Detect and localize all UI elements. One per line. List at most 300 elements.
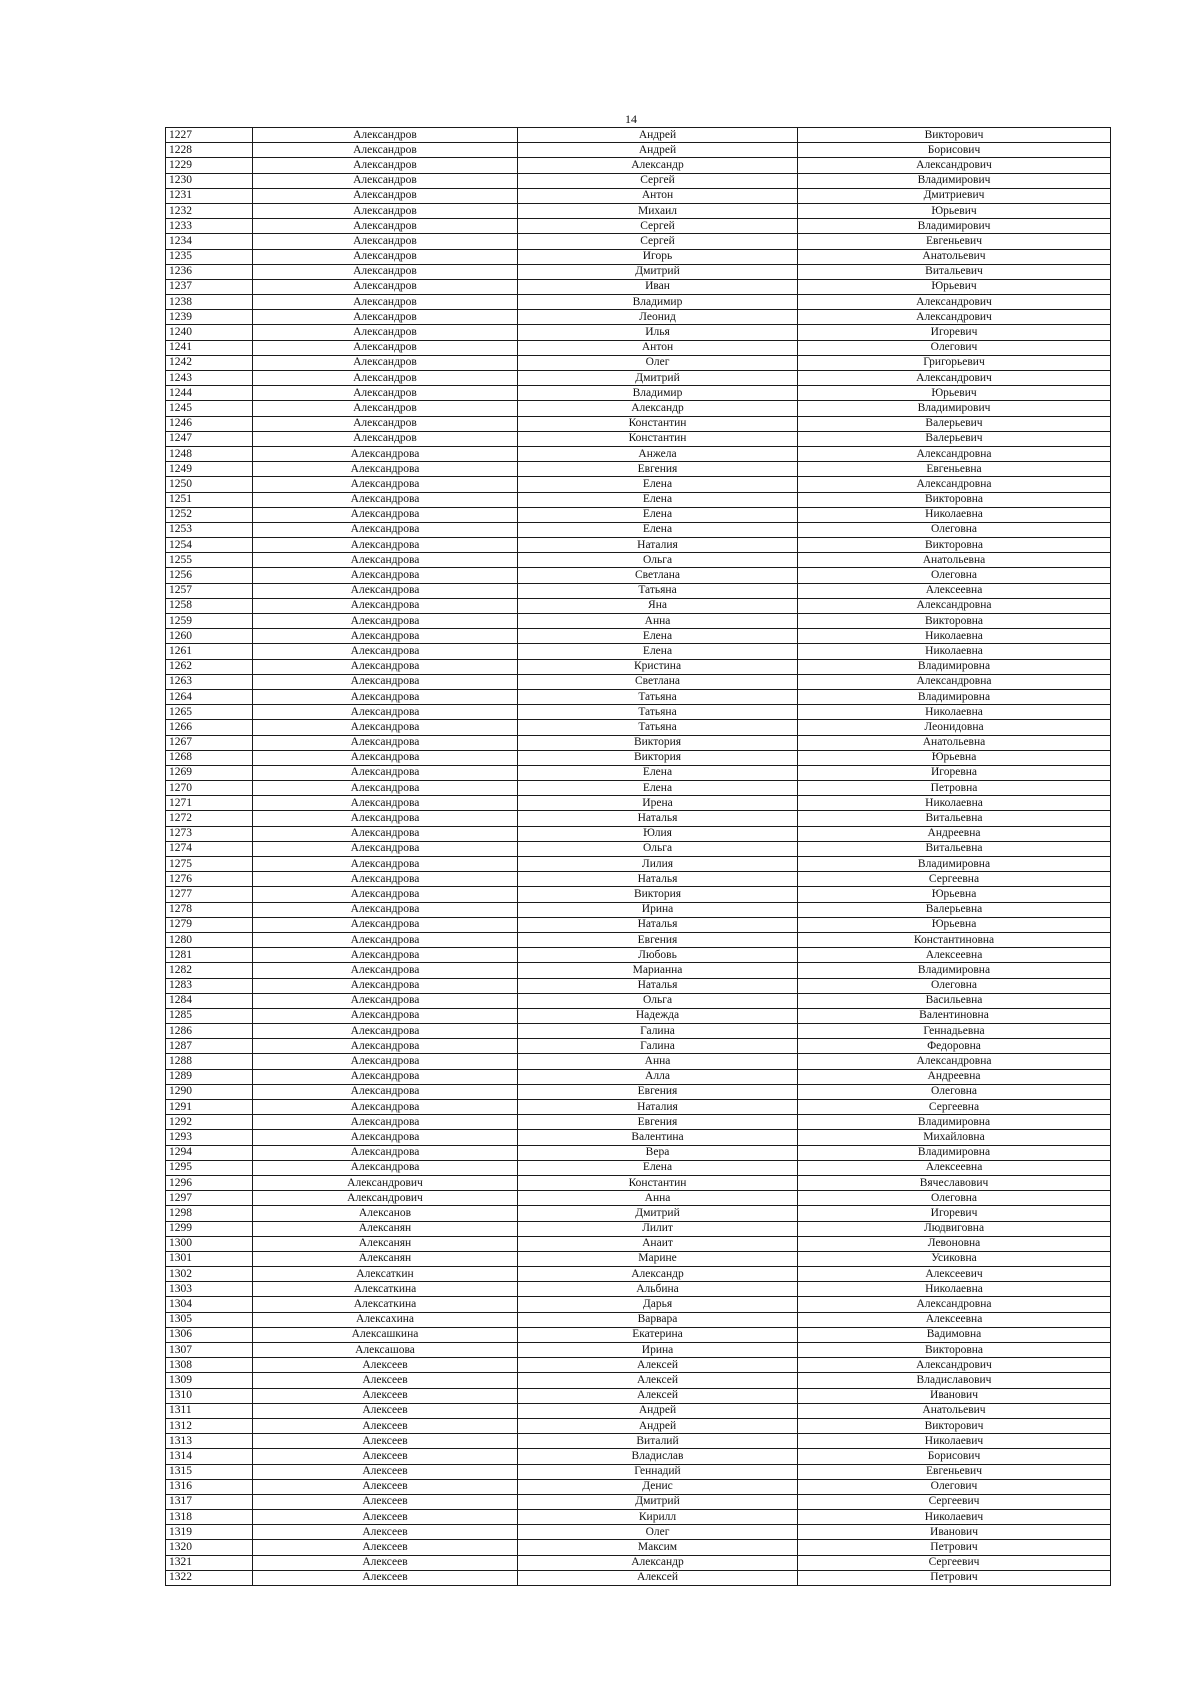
table-row — [166, 1160, 1111, 1175]
table-row — [166, 234, 1111, 249]
patronymic-cell: Евгеньевич — [798, 1464, 1111, 1479]
patronymic-cell: Валерьевич — [798, 431, 1111, 446]
row-number-cell: 1234 — [166, 234, 253, 249]
row-number-cell: 1229 — [166, 158, 253, 173]
last-name-cell: Александров — [253, 325, 518, 340]
patronymic-cell: Сергеевич — [798, 1494, 1111, 1509]
last-name-cell: Александрова — [253, 1100, 518, 1115]
last-name-cell: Александрова — [253, 1054, 518, 1069]
last-name-cell: Александрова — [253, 811, 518, 826]
first-name-cell: Андрей — [518, 143, 798, 158]
row-number-cell: 1231 — [166, 188, 253, 203]
last-name-cell: Александрова — [253, 1069, 518, 1084]
table-row — [166, 765, 1111, 780]
patronymic-cell: Анатольевич — [798, 249, 1111, 264]
first-name-cell: Владимир — [518, 295, 798, 310]
row-number-cell: 1312 — [166, 1418, 253, 1433]
patronymic-cell: Игоревич — [798, 1206, 1111, 1221]
patronymic-cell: Витальевич — [798, 264, 1111, 279]
row-number-cell: 1309 — [166, 1373, 253, 1388]
table-row — [166, 1510, 1111, 1525]
patronymic-cell: Александрович — [798, 1358, 1111, 1373]
last-name-cell: Александрова — [253, 826, 518, 841]
last-name-cell: Александрова — [253, 765, 518, 780]
table-row — [166, 1100, 1111, 1115]
first-name-cell: Александр — [518, 401, 798, 416]
first-name-cell: Алексей — [518, 1373, 798, 1388]
last-name-cell: Александрова — [253, 932, 518, 947]
patronymic-cell: Левоновна — [798, 1236, 1111, 1251]
last-name-cell: Александрова — [253, 781, 518, 796]
patronymic-cell: Владимирович — [798, 401, 1111, 416]
first-name-cell: Елена — [518, 781, 798, 796]
table-row — [166, 188, 1111, 203]
patronymic-cell: Алексеевна — [798, 1312, 1111, 1327]
row-number-cell: 1292 — [166, 1115, 253, 1130]
patronymic-cell: Геннадьевна — [798, 1024, 1111, 1039]
table-row — [166, 978, 1111, 993]
first-name-cell: Наталия — [518, 1100, 798, 1115]
table-row — [166, 1525, 1111, 1540]
last-name-cell: Алексахина — [253, 1312, 518, 1327]
last-name-cell: Александрова — [253, 462, 518, 477]
patronymic-cell: Валентиновна — [798, 1008, 1111, 1023]
table-row — [166, 492, 1111, 507]
last-name-cell: Александрова — [253, 1008, 518, 1023]
row-number-cell: 1241 — [166, 340, 253, 355]
last-name-cell: Александрова — [253, 978, 518, 993]
row-number-cell: 1322 — [166, 1570, 253, 1585]
last-name-cell: Александров — [253, 340, 518, 355]
table-row — [166, 1267, 1111, 1282]
first-name-cell: Кристина — [518, 659, 798, 674]
patronymic-cell: Валерьевна — [798, 902, 1111, 917]
table-row — [166, 644, 1111, 659]
patronymic-cell: Игоревна — [798, 765, 1111, 780]
first-name-cell: Андрей — [518, 1403, 798, 1418]
last-name-cell: Алексанян — [253, 1236, 518, 1251]
last-name-cell: Александров — [253, 416, 518, 431]
roster-table-body — [166, 128, 1111, 1586]
first-name-cell: Наталья — [518, 811, 798, 826]
patronymic-cell: Игоревич — [798, 325, 1111, 340]
first-name-cell: Александр — [518, 158, 798, 173]
table-row — [166, 720, 1111, 735]
table-row — [166, 705, 1111, 720]
table-row — [166, 932, 1111, 947]
last-name-cell: Александрова — [253, 446, 518, 461]
row-number-cell: 1261 — [166, 644, 253, 659]
last-name-cell: Александрова — [253, 659, 518, 674]
table-row — [166, 796, 1111, 811]
patronymic-cell: Андреевна — [798, 1069, 1111, 1084]
patronymic-cell: Николаевна — [798, 796, 1111, 811]
last-name-cell: Александров — [253, 173, 518, 188]
first-name-cell: Марине — [518, 1251, 798, 1266]
table-row — [166, 1327, 1111, 1342]
first-name-cell: Лилия — [518, 857, 798, 872]
row-number-cell: 1280 — [166, 932, 253, 947]
last-name-cell: Александрова — [253, 598, 518, 613]
patronymic-cell: Владимировна — [798, 1145, 1111, 1160]
first-name-cell: Антон — [518, 188, 798, 203]
first-name-cell: Анна — [518, 614, 798, 629]
last-name-cell: Александров — [253, 264, 518, 279]
patronymic-cell: Николаевна — [798, 629, 1111, 644]
patronymic-cell: Алексеевна — [798, 583, 1111, 598]
row-number-cell: 1239 — [166, 310, 253, 325]
row-number-cell: 1285 — [166, 1008, 253, 1023]
row-number-cell: 1282 — [166, 963, 253, 978]
row-number-cell: 1258 — [166, 598, 253, 613]
table-row — [166, 1130, 1111, 1145]
last-name-cell: Александров — [253, 188, 518, 203]
first-name-cell: Алексей — [518, 1388, 798, 1403]
row-number-cell: 1242 — [166, 355, 253, 370]
row-number-cell: 1266 — [166, 720, 253, 735]
last-name-cell: Алексеев — [253, 1494, 518, 1509]
last-name-cell: Алексашкина — [253, 1327, 518, 1342]
first-name-cell: Константин — [518, 1175, 798, 1190]
first-name-cell: Дмитрий — [518, 264, 798, 279]
table-row — [166, 325, 1111, 340]
last-name-cell: Александрова — [253, 841, 518, 856]
row-number-cell: 1276 — [166, 872, 253, 887]
patronymic-cell: Олеговна — [798, 978, 1111, 993]
last-name-cell: Александров — [253, 386, 518, 401]
roster-table — [165, 127, 1111, 1586]
table-row — [166, 1373, 1111, 1388]
table-row — [166, 1403, 1111, 1418]
first-name-cell: Евгения — [518, 1084, 798, 1099]
patronymic-cell: Сергеевна — [798, 872, 1111, 887]
patronymic-cell: Владимирович — [798, 219, 1111, 234]
last-name-cell: Алексаткин — [253, 1267, 518, 1282]
table-row — [166, 249, 1111, 264]
first-name-cell: Владимир — [518, 386, 798, 401]
row-number-cell: 1311 — [166, 1403, 253, 1418]
table-row — [166, 128, 1111, 143]
patronymic-cell: Николаевна — [798, 705, 1111, 720]
first-name-cell: Алла — [518, 1069, 798, 1084]
patronymic-cell: Евгеньевич — [798, 234, 1111, 249]
first-name-cell: Александр — [518, 1267, 798, 1282]
first-name-cell: Дмитрий — [518, 1494, 798, 1509]
table-row — [166, 1570, 1111, 1585]
patronymic-cell: Олеговна — [798, 1191, 1111, 1206]
last-name-cell: Александрова — [253, 902, 518, 917]
table-row — [166, 568, 1111, 583]
table-row — [166, 1115, 1111, 1130]
row-number-cell: 1252 — [166, 507, 253, 522]
last-name-cell: Александрова — [253, 872, 518, 887]
patronymic-cell: Андреевна — [798, 826, 1111, 841]
first-name-cell: Михаил — [518, 203, 798, 218]
last-name-cell: Александров — [253, 310, 518, 325]
table-row — [166, 1251, 1111, 1266]
table-row — [166, 553, 1111, 568]
last-name-cell: Александрова — [253, 705, 518, 720]
first-name-cell: Елена — [518, 492, 798, 507]
last-name-cell: Александрова — [253, 522, 518, 537]
patronymic-cell: Владимировна — [798, 689, 1111, 704]
last-name-cell: Алексеев — [253, 1540, 518, 1555]
patronymic-cell: Николаевич — [798, 1434, 1111, 1449]
first-name-cell: Евгения — [518, 462, 798, 477]
table-row — [166, 1479, 1111, 1494]
row-number-cell: 1297 — [166, 1191, 253, 1206]
last-name-cell: Александров — [253, 249, 518, 264]
table-row — [166, 1418, 1111, 1433]
row-number-cell: 1283 — [166, 978, 253, 993]
table-row — [166, 507, 1111, 522]
patronymic-cell: Константиновна — [798, 932, 1111, 947]
row-number-cell: 1314 — [166, 1449, 253, 1464]
last-name-cell: Александров — [253, 431, 518, 446]
last-name-cell: Александрова — [253, 993, 518, 1008]
first-name-cell: Татьяна — [518, 705, 798, 720]
row-number-cell: 1302 — [166, 1267, 253, 1282]
patronymic-cell: Александрович — [798, 371, 1111, 386]
last-name-cell: Алексаткина — [253, 1282, 518, 1297]
last-name-cell: Александрова — [253, 644, 518, 659]
last-name-cell: Алексеев — [253, 1434, 518, 1449]
row-number-cell: 1244 — [166, 386, 253, 401]
last-name-cell: Александрова — [253, 614, 518, 629]
table-row — [166, 917, 1111, 932]
row-number-cell: 1290 — [166, 1084, 253, 1099]
row-number-cell: 1277 — [166, 887, 253, 902]
first-name-cell: Татьяна — [518, 583, 798, 598]
row-number-cell: 1243 — [166, 371, 253, 386]
patronymic-cell: Иванович — [798, 1388, 1111, 1403]
table-row — [166, 310, 1111, 325]
first-name-cell: Валентина — [518, 1130, 798, 1145]
last-name-cell: Алексашова — [253, 1343, 518, 1358]
last-name-cell: Алексанян — [253, 1221, 518, 1236]
first-name-cell: Светлана — [518, 674, 798, 689]
patronymic-cell: Александрович — [798, 295, 1111, 310]
table-row — [166, 1312, 1111, 1327]
row-number-cell: 1272 — [166, 811, 253, 826]
patronymic-cell: Александрович — [798, 158, 1111, 173]
table-row — [166, 371, 1111, 386]
row-number-cell: 1281 — [166, 948, 253, 963]
table-row — [166, 1024, 1111, 1039]
table-row — [166, 1069, 1111, 1084]
patronymic-cell: Александровна — [798, 674, 1111, 689]
table-row — [166, 1039, 1111, 1054]
last-name-cell: Александров — [253, 371, 518, 386]
patronymic-cell: Витальевна — [798, 811, 1111, 826]
last-name-cell: Алексеев — [253, 1449, 518, 1464]
patronymic-cell: Владимировна — [798, 659, 1111, 674]
row-number-cell: 1227 — [166, 128, 253, 143]
patronymic-cell: Борисович — [798, 143, 1111, 158]
patronymic-cell: Юрьевна — [798, 750, 1111, 765]
first-name-cell: Геннадий — [518, 1464, 798, 1479]
patronymic-cell: Михайловна — [798, 1130, 1111, 1145]
last-name-cell: Александров — [253, 355, 518, 370]
table-row — [166, 538, 1111, 553]
table-row — [166, 583, 1111, 598]
table-row — [166, 1358, 1111, 1373]
table-row — [166, 158, 1111, 173]
first-name-cell: Владислав — [518, 1449, 798, 1464]
patronymic-cell: Сергеевна — [798, 1100, 1111, 1115]
row-number-cell: 1274 — [166, 841, 253, 856]
first-name-cell: Алексей — [518, 1570, 798, 1585]
row-number-cell: 1254 — [166, 538, 253, 553]
last-name-cell: Александров — [253, 143, 518, 158]
first-name-cell: Галина — [518, 1039, 798, 1054]
row-number-cell: 1228 — [166, 143, 253, 158]
first-name-cell: Надежда — [518, 1008, 798, 1023]
row-number-cell: 1250 — [166, 477, 253, 492]
row-number-cell: 1233 — [166, 219, 253, 234]
table-row — [166, 1388, 1111, 1403]
table-row — [166, 963, 1111, 978]
row-number-cell: 1303 — [166, 1282, 253, 1297]
patronymic-cell: Валерьевич — [798, 416, 1111, 431]
last-name-cell: Александрова — [253, 553, 518, 568]
row-number-cell: 1271 — [166, 796, 253, 811]
last-name-cell: Алексанов — [253, 1206, 518, 1221]
first-name-cell: Светлана — [518, 568, 798, 583]
patronymic-cell: Дмитриевич — [798, 188, 1111, 203]
row-number-cell: 1245 — [166, 401, 253, 416]
row-number-cell: 1238 — [166, 295, 253, 310]
patronymic-cell: Петрович — [798, 1570, 1111, 1585]
last-name-cell: Алексеев — [253, 1570, 518, 1585]
first-name-cell: Яна — [518, 598, 798, 613]
last-name-cell: Александрова — [253, 948, 518, 963]
table-row — [166, 279, 1111, 294]
patronymic-cell: Викторовна — [798, 614, 1111, 629]
first-name-cell: Константин — [518, 416, 798, 431]
table-row — [166, 1236, 1111, 1251]
first-name-cell: Варвара — [518, 1312, 798, 1327]
table-row — [166, 143, 1111, 158]
patronymic-cell: Владимировна — [798, 963, 1111, 978]
row-number-cell: 1273 — [166, 826, 253, 841]
patronymic-cell: Викторовна — [798, 1343, 1111, 1358]
first-name-cell: Елена — [518, 629, 798, 644]
last-name-cell: Александров — [253, 203, 518, 218]
row-number-cell: 1298 — [166, 1206, 253, 1221]
row-number-cell: 1262 — [166, 659, 253, 674]
row-number-cell: 1293 — [166, 1130, 253, 1145]
table-row — [166, 689, 1111, 704]
table-row — [166, 431, 1111, 446]
first-name-cell: Марианна — [518, 963, 798, 978]
last-name-cell: Александрова — [253, 750, 518, 765]
first-name-cell: Наталия — [518, 538, 798, 553]
row-number-cell: 1255 — [166, 553, 253, 568]
patronymic-cell: Алексеевна — [798, 1160, 1111, 1175]
table-row — [166, 826, 1111, 841]
row-number-cell: 1288 — [166, 1054, 253, 1069]
row-number-cell: 1318 — [166, 1510, 253, 1525]
row-number-cell: 1237 — [166, 279, 253, 294]
row-number-cell: 1299 — [166, 1221, 253, 1236]
first-name-cell: Сергей — [518, 234, 798, 249]
row-number-cell: 1232 — [166, 203, 253, 218]
first-name-cell: Альбина — [518, 1282, 798, 1297]
first-name-cell: Виктория — [518, 750, 798, 765]
first-name-cell: Алексей — [518, 1358, 798, 1373]
table-row — [166, 264, 1111, 279]
last-name-cell: Александров — [253, 295, 518, 310]
last-name-cell: Алексеев — [253, 1555, 518, 1570]
patronymic-cell: Николаевич — [798, 1510, 1111, 1525]
first-name-cell: Андрей — [518, 1418, 798, 1433]
table-row — [166, 1221, 1111, 1236]
patronymic-cell: Юрьевна — [798, 917, 1111, 932]
patronymic-cell: Александровна — [798, 477, 1111, 492]
table-row — [166, 203, 1111, 218]
patronymic-cell: Федоровна — [798, 1039, 1111, 1054]
patronymic-cell: Олегович — [798, 340, 1111, 355]
patronymic-cell: Анатольевна — [798, 553, 1111, 568]
first-name-cell: Дмитрий — [518, 371, 798, 386]
first-name-cell: Татьяна — [518, 720, 798, 735]
table-row — [166, 1555, 1111, 1570]
first-name-cell: Юлия — [518, 826, 798, 841]
first-name-cell: Сергей — [518, 173, 798, 188]
last-name-cell: Александрова — [253, 507, 518, 522]
patronymic-cell: Евгеньевна — [798, 462, 1111, 477]
patronymic-cell: Юрьевич — [798, 203, 1111, 218]
patronymic-cell: Юрьевич — [798, 386, 1111, 401]
row-number-cell: 1294 — [166, 1145, 253, 1160]
first-name-cell: Игорь — [518, 249, 798, 264]
first-name-cell: Илья — [518, 325, 798, 340]
row-number-cell: 1307 — [166, 1343, 253, 1358]
table-row — [166, 1282, 1111, 1297]
first-name-cell: Екатерина — [518, 1327, 798, 1342]
patronymic-cell: Александровна — [798, 598, 1111, 613]
first-name-cell: Иван — [518, 279, 798, 294]
patronymic-cell: Юрьевна — [798, 887, 1111, 902]
last-name-cell: Алексеев — [253, 1525, 518, 1540]
table-row — [166, 219, 1111, 234]
last-name-cell: Александрова — [253, 857, 518, 872]
table-row — [166, 857, 1111, 872]
first-name-cell: Наталья — [518, 917, 798, 932]
row-number-cell: 1256 — [166, 568, 253, 583]
last-name-cell: Александров — [253, 234, 518, 249]
first-name-cell: Виталий — [518, 1434, 798, 1449]
first-name-cell: Олег — [518, 355, 798, 370]
last-name-cell: Алексаткина — [253, 1297, 518, 1312]
first-name-cell: Максим — [518, 1540, 798, 1555]
table-row — [166, 416, 1111, 431]
first-name-cell: Елена — [518, 477, 798, 492]
patronymic-cell: Викторовна — [798, 538, 1111, 553]
first-name-cell: Наталья — [518, 978, 798, 993]
table-row — [166, 1343, 1111, 1358]
first-name-cell: Лилит — [518, 1221, 798, 1236]
row-number-cell: 1284 — [166, 993, 253, 1008]
first-name-cell: Анна — [518, 1191, 798, 1206]
patronymic-cell: Витальевна — [798, 841, 1111, 856]
patronymic-cell: Александровна — [798, 1297, 1111, 1312]
row-number-cell: 1310 — [166, 1388, 253, 1403]
table-row — [166, 446, 1111, 461]
last-name-cell: Александрова — [253, 689, 518, 704]
patronymic-cell: Алексеевич — [798, 1267, 1111, 1282]
